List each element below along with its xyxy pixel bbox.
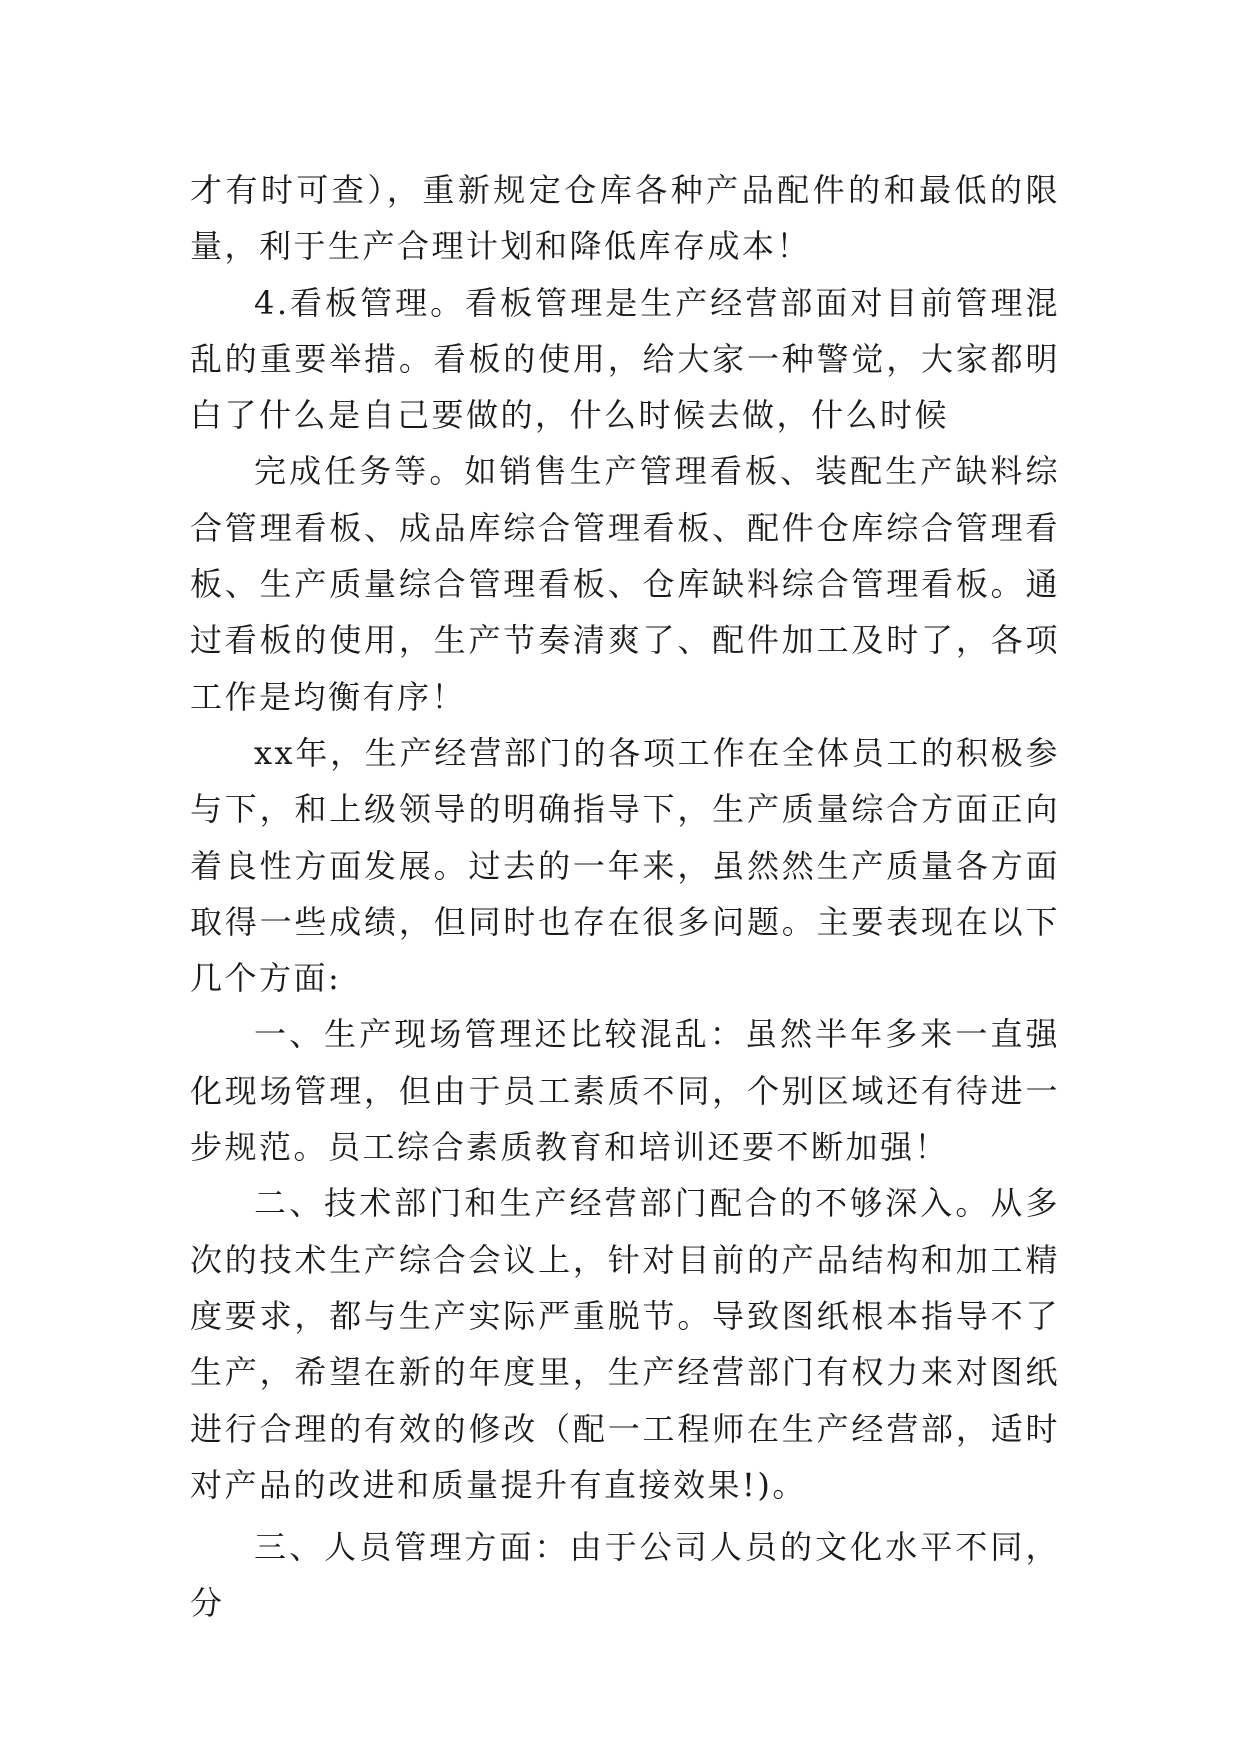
paragraph-1: 才有时可查），重新规定仓库各种产品配件的和最低的限量，利于生产合理计划和降低库存成本！ <box>190 171 1060 266</box>
document-body <box>190 162 1060 1632</box>
paragraph-7: 三、人员管理方面：由于公司人员的文化水平不同，分 <box>190 1528 1060 1623</box>
paragraph-5: 一、生产现场管理还比较混乱：虽然半年多来一直强化现场管理，但由于员工素质不同，个别区域还有待进一步规范。员工综合素质教育和培训还要不断加强！ <box>190 1015 1060 1167</box>
paragraph-3: 完成任务等。如销售生产管理看板、装配生产缺料综合管理看板、成品库综合管理看板、配件仓库综合管理看板、生产质量综合管理看板、仓库缺料综合管理看板。通过看板的使用，生产节奏清爽了、配件加工及时了，各项工作是均衡有序！ <box>190 452 1060 716</box>
paragraph-6: 二、技术部门和生产经营部门配合的不够深入。从多次的技术生产综合会议上，针对目前的产品结构和加工精度要求，都与生产实际严重脱节。导致图纸根本指导不了生产，希望在新的年度里，生产经营部门有权力来对图纸进行合理的有效的修改（配一工程师在生产经营部，适时对产品的改进和质量提升有直接效果!)。 <box>190 1184 1060 1504</box>
paragraph-4: xx年，生产经营部门的各项工作在全体员工的积极参与下，和上级领导的明确指导下，生产质量综合方面正向着良性方面发展。过去的一年来，虽然然生产质量各方面取得一些成绩，但同时也存在很多问题。主要表现在以下几个方面: <box>190 733 1060 998</box>
paragraph-2: 4.看板管理。看板管理是生产经营部面对目前管理混乱的重要举措。看板的使用，给大家一种警觉，大家都明白了什么是自己要做的，什么时候去做，什么时候 <box>190 283 1060 435</box>
